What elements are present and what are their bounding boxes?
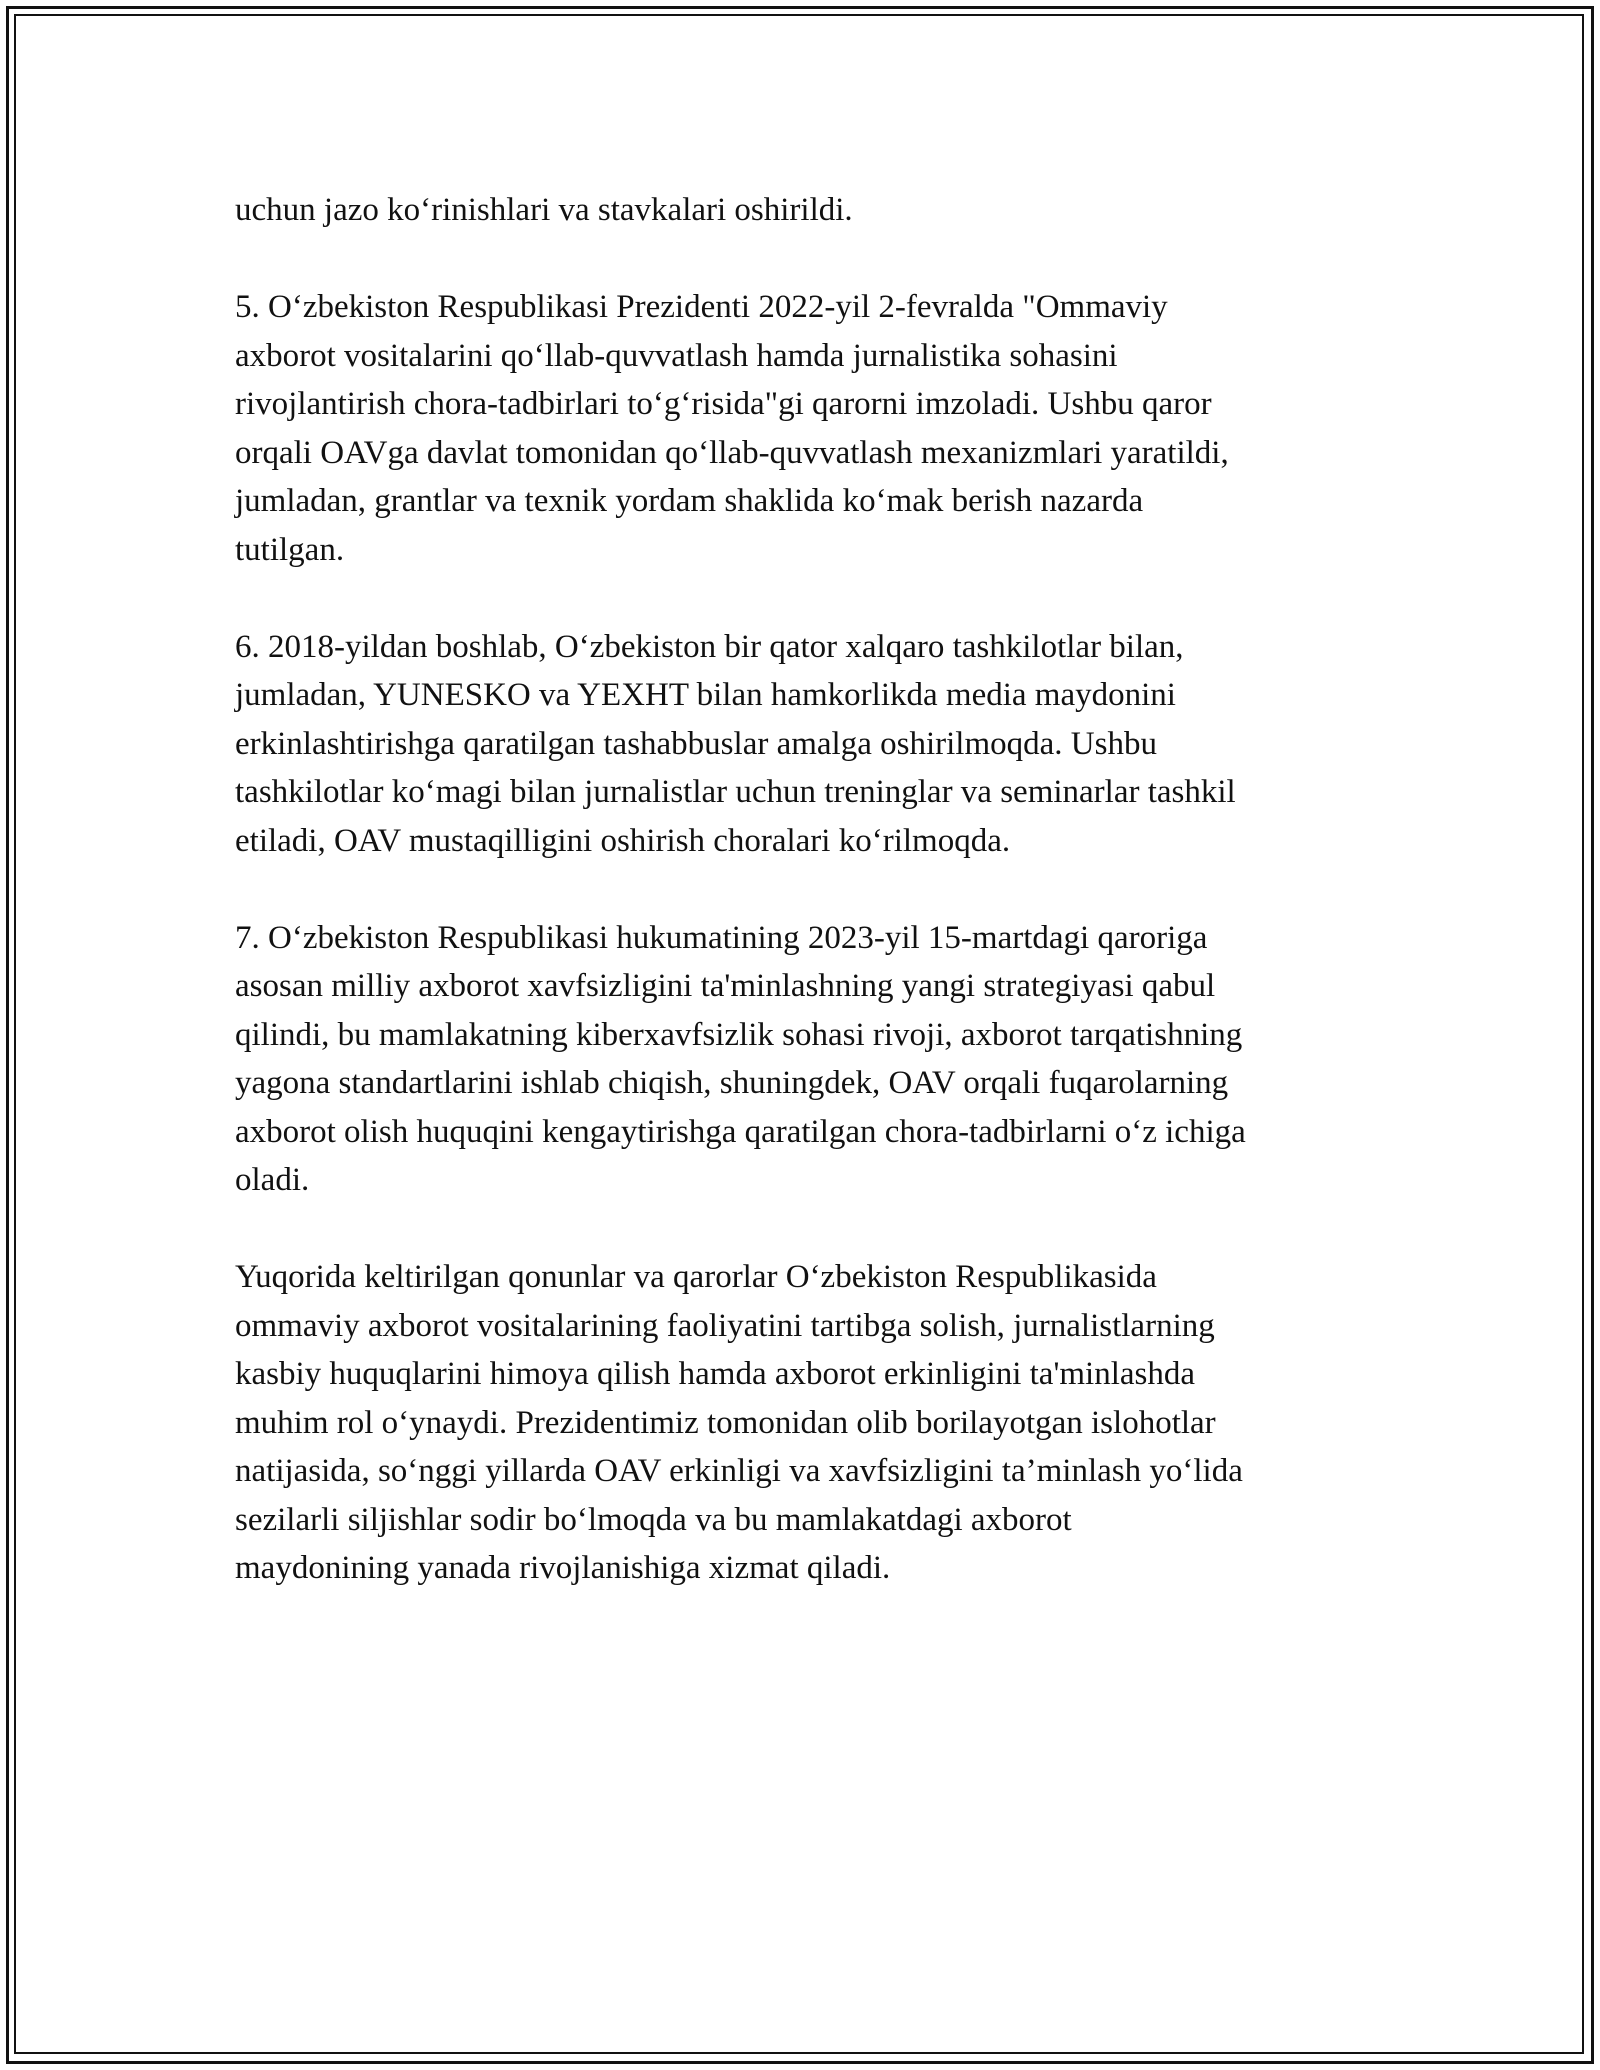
paragraph-item-6: 6. 2018-yildan boshlab, O‘zbekiston bir qator xalqaro tashkilotlar bilan, jumladan, YUNESKO va YEXHT bilan hamkorlikda media maydonini erkinlashtirishga qaratilgan tashabbuslar amalga oshirilmoqda. Ushbu tashkilotlar ko‘magi bilan jurnalistlar uchun treninglar va seminarlar tashkil etiladi, OAV mustaqilligini oshirish choralari ko‘rilmoqda. bbox=[235, 628, 1236, 859]
paragraph-item-5: 5. O‘zbekiston Respublikasi Prezidenti 2022-yil 2-fevralda "Ommaviy axborot vositalarini qo‘llab-quvvatlash hamda jurnalistika sohasini rivojlantirish chora-tadbirlari to‘g‘risida"gi qarorni imzoladi. Ushbu qaror orqali OAVga davlat tomonidan qo‘llab-quvvatlash mexanizmlari yaratildi, jumladan, grantlar va texnik yordam shaklida ko‘mak berish nazarda tutilgan. bbox=[235, 289, 1229, 568]
paragraph-item-7: 7. O‘zbekiston Respublikasi hukumatining 2023-yil 15-martdagi qaroriga asosan milliy axborot xavfsizligini ta'minlashning yangi strategiyasi qabul qilindi, bu mamlakatning kiberxavfsizlik sohasi rivoji, axborot tarqatishning yagona standartlarini ishlab chiqish, shuningdek, OAV orqali fuqarolarning axborot olish huquqini kengaytirishga qaratilgan chora-tadbirlarni o‘z ichiga oladi. bbox=[235, 919, 1246, 1198]
paragraph-conclusion: Yuqorida keltirilgan qonunlar va qarorlar O‘zbekiston Respublikasida ommaviy axborot vositalarining faoliyatini tartibga solish, jurnalistlarning kasbiy huquqlarini himoya qilish hamda axborot erkinligini ta'minlashda muhim rol o‘ynaydi. Prezidentimiz tomonidan olib borilayotgan islohotlar natijasida, so‘nggi yillarda OAV erkinligi va xavfsizligini ta’minlash yo‘lida sezilarli siljishlar sodir bo‘lmoqda va bu mamlakatdagi axborot maydonining yanada rivojlanishiga xizmat qiladi. bbox=[235, 1259, 1243, 1586]
paragraph-continuation: uchun jazo ko‘rinishlari va stavkalari oshirildi. bbox=[235, 192, 853, 228]
document-body bbox=[235, 186, 1365, 1641]
